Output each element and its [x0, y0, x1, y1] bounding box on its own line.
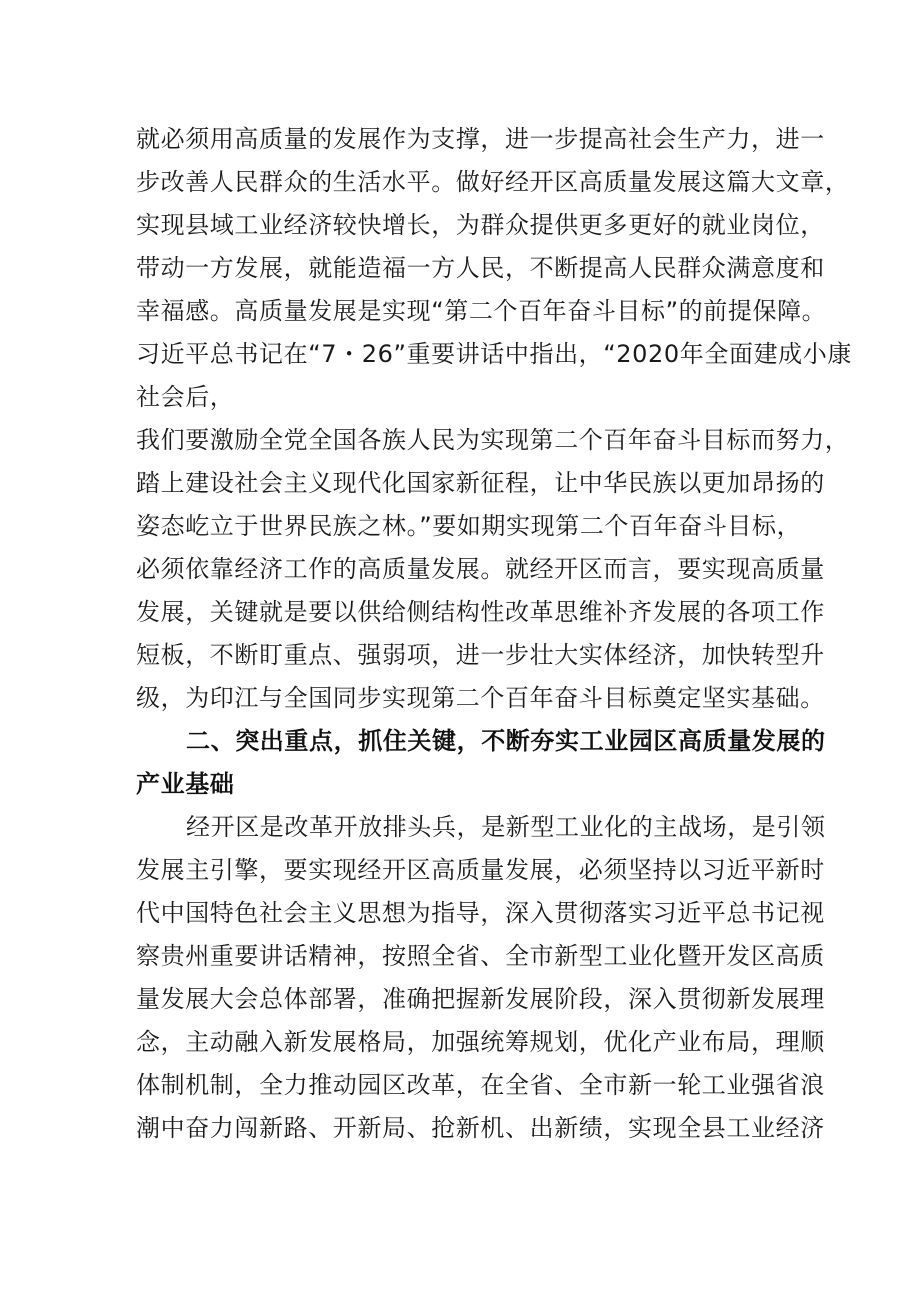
paragraph-line: 察贵州重要讲话精神，按照全省、全市新型工业化暨开发区高质 — [136, 942, 825, 970]
section-heading: 二、突出重点，抓住关键，不断夯实工业园区高质量发展的 — [186, 727, 826, 755]
text-line: 级，为印江与全国同步实现第二个百年奋斗目标奠定坚实基础。 — [136, 684, 825, 712]
text-line: 实现县域工业经济较快增长，为群众提供更多更好的就业岗位， — [136, 211, 825, 239]
paragraph-line: 发展主引擎，要实现经开区高质量发展，必须坚持以习近平新时 — [136, 856, 825, 884]
text-line: 姿态屹立于世界民族之林。”要如期实现第二个百年奋斗目标， — [136, 512, 802, 540]
text-line: 带动一方发展，就能造福一方人民，不断提高人民群众满意度和 — [136, 254, 825, 282]
paragraph-line: 量发展大会总体部署，准确把握新发展阶段，深入贯彻新发展理 — [136, 985, 825, 1013]
text-line: 就必须用高质量的发展作为支撑，进一步提高社会生产力，进一 — [136, 125, 825, 153]
text-line: 踏上建设社会主义现代化国家新征程，让中华民族以更加昂扬的 — [136, 469, 825, 497]
text-line: 社会后， — [136, 383, 235, 411]
paragraph-line: 潮中奋力闯新路、开新局、抢新机、出新绩，实现全县工业经济 — [136, 1114, 825, 1142]
text-line: 幸福感。高质量发展是实现“第二个百年奋斗目标”的前提保障。 — [136, 297, 827, 325]
paragraph-line: 代中国特色社会主义思想为指导，深入贯彻落实习近平总书记视 — [136, 899, 825, 927]
text-line: 习近平总书记在“7・26”重要讲话中指出，“2020年全面建成小康 — [136, 340, 852, 368]
paragraph-line: 经开区是改革开放排头兵，是新型工业化的主战场，是引领 — [186, 813, 826, 841]
paragraph-line: 体制机制，全力推动园区改革，在全省、全市新一轮工业强省浪 — [136, 1071, 825, 1099]
section-heading-continued: 产业基础 — [136, 770, 235, 798]
text-line: 短板，不断盯重点、强弱项，进一步壮大实体经济，加快转型升 — [136, 641, 825, 669]
text-line: 发展，关键就是要以供给侧结构性改革思维补齐发展的各项工作 — [136, 598, 825, 626]
text-line: 我们要激励全党全国各族人民为实现第二个百年奋斗目标而努力， — [136, 426, 850, 454]
text-line: 必须依靠经济工作的高质量发展。就经开区而言，要实现高质量 — [136, 555, 825, 583]
text-line: 步改善人民群众的生活水平。做好经开区高质量发展这篇大文章， — [136, 168, 850, 196]
paragraph-line: 念，主动融入新发展格局，加强统筹规划，优化产业布局，理顺 — [136, 1028, 825, 1056]
